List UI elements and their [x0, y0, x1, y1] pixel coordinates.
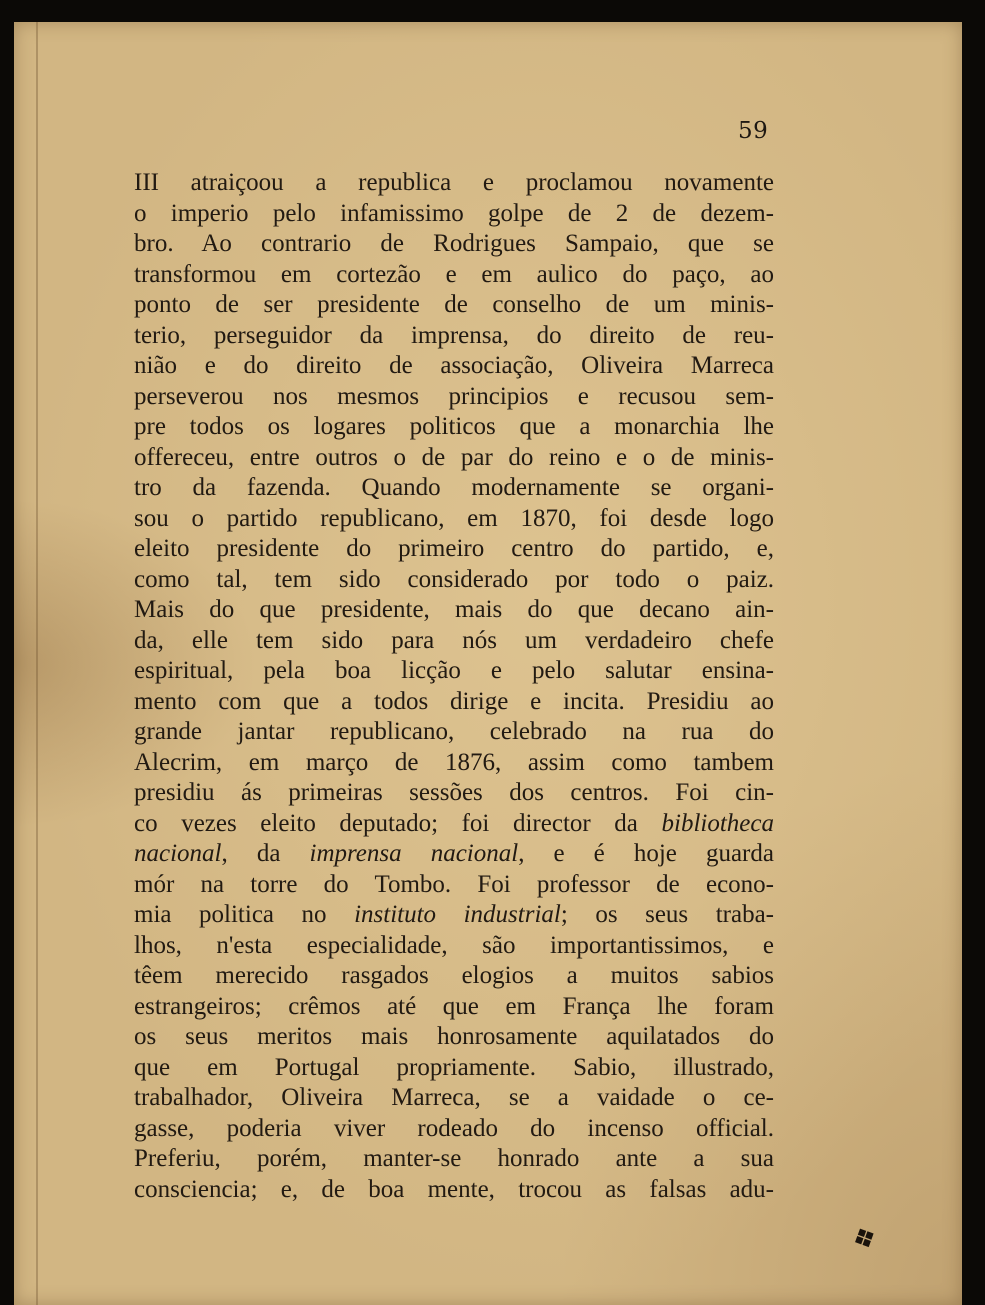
text-line-25-italic: instituto industrial	[354, 901, 561, 928]
text-line-23	[134, 839, 774, 870]
text-line-8: perseverou nos mesmos principios e recusou sem-	[134, 382, 774, 410]
text-line-20: Alecrim, em março de 1876, assim como tambem	[134, 748, 774, 776]
text-line-31: trabalhador, Oliveira Marreca, se a vaidade o ce-	[134, 1084, 774, 1111]
text-line-25-roman-2: ; os seus traba-	[560, 901, 774, 928]
text-line-24: mór na torre do Tombo. Foi professor de econo-	[134, 870, 774, 898]
text-line-19: grande jantar republicano, celebrado na rua do	[134, 718, 774, 745]
ink-blot-mark: ❖	[846, 1218, 883, 1259]
text-line-33: Preferiu, porém, manter-se honrado ante a sua	[134, 1145, 774, 1172]
text-line-12: sou o partido republicano, em 1870, foi desde logo	[134, 504, 774, 532]
text-line-5: ponto de ser presidente de conselho de um minis-	[134, 291, 774, 318]
text-line-29: os seus meritos mais honrosamente aquilatados do	[134, 1023, 774, 1050]
text-line-4: transformou em cortezão e em aulico do paço, ao	[134, 260, 774, 288]
text-line-17: espiritual, pela boa licção e pelo salutar ensina-	[134, 657, 774, 684]
text-line-1: III atraiçoou a republica e proclamou novamente	[134, 169, 774, 196]
text-line-6: terio, perseguidor da imprensa, do direito de reu-	[134, 321, 774, 349]
text-line-22-italic: bibliotheca	[661, 809, 774, 837]
text-line-15: Mais do que presidente, mais do que decano ain-	[134, 596, 774, 623]
text-line-27: têem merecido rasgados elogios a muitos sabios	[134, 962, 774, 989]
text-line-3: bro. Ao contrario de Rodrigues Sampaio, que se	[134, 230, 774, 257]
text-line-7: nião e do direito de associação, Oliveira Marreca	[134, 352, 774, 379]
binding-gutter	[36, 22, 38, 1305]
text-line-32: gasse, poderia viver rodeado do incenso official.	[134, 1114, 774, 1142]
body-text	[134, 168, 774, 1205]
text-line-25-roman-1: mia politica no	[134, 901, 355, 928]
text-line-13: eleito presidente do primeiro centro do partido, e,	[134, 535, 774, 562]
text-line-23-italic-1: nacional	[134, 840, 222, 867]
text-line-30: que em Portugal propriamente. Sabio, illustrado,	[134, 1053, 774, 1081]
text-line-10: offereceu, entre outros o de par do reino e o de minis-	[134, 443, 774, 471]
text-line-14: como tal, tem sido considerado por todo o paiz.	[134, 565, 774, 593]
text-line-28: estrangeiros; crêmos até que em França lhe foram	[134, 992, 774, 1020]
text-line-21: presidiu ás primeiras sessões dos centros. Foi cin-	[134, 779, 774, 806]
text-line-34: consciencia; e, de boa mente, trocou as falsas adu-	[134, 1175, 774, 1203]
text-line-16: da, elle tem sido para nós um verdadeiro chefe	[134, 626, 774, 654]
text-line-23-italic-2: imprensa nacional	[309, 840, 519, 867]
text-line-25	[134, 900, 774, 931]
text-line-9: pre todos os logares politicos que a monarchia lhe	[134, 413, 774, 440]
text-line-22-roman: co vezes eleito deputado; foi director da	[134, 809, 662, 837]
text-line-23-roman-2: , e é hoje guarda	[518, 840, 774, 867]
text-line-18: mento com que a todos dirige e incita. Presidiu ao	[134, 687, 774, 715]
text-line-23-roman-1: , da	[221, 840, 310, 867]
text-line-2: o imperio pelo infamissimo golpe de 2 de dezem-	[134, 199, 774, 227]
text-line-26: lhos, n'esta especialidade, são importantissimos, e	[134, 931, 774, 959]
text-line-22	[134, 809, 774, 840]
page-number: 59	[738, 118, 769, 144]
text-line-11: tro da fazenda. Quando modernamente se organi-	[134, 474, 774, 501]
